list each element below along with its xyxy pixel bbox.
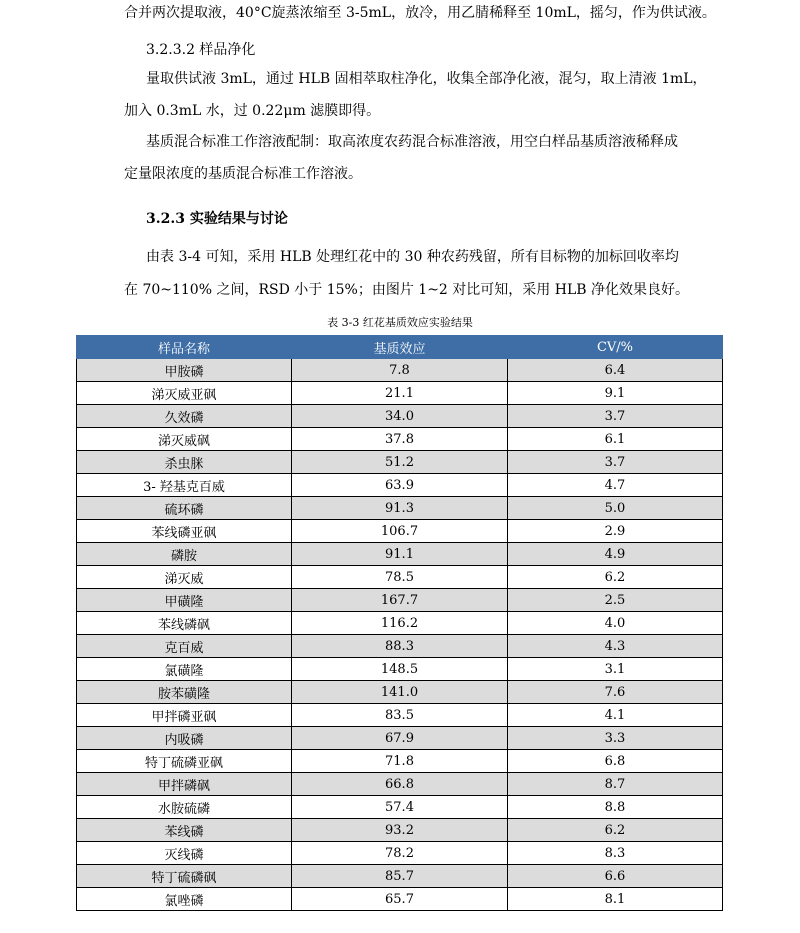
table-row (77, 382, 723, 405)
cell-cv: 8.7 (508, 773, 723, 796)
cell-sample-name: 特丁硫磷砜 (77, 865, 292, 888)
cell-sample-name: 特丁硫磷亚砜 (77, 750, 292, 773)
table-row (77, 612, 723, 635)
cell-matrix-effect: 51.2 (292, 451, 508, 474)
cell-matrix-effect: 66.8 (292, 773, 508, 796)
table-row (77, 750, 723, 773)
cell-cv: 4.1 (508, 704, 723, 727)
cell-cv: 4.7 (508, 474, 723, 497)
cell-cv: 9.1 (508, 382, 723, 405)
table-header-row (77, 336, 723, 359)
cell-matrix-effect: 88.3 (292, 635, 508, 658)
table-row (77, 796, 723, 819)
cell-matrix-effect: 141.0 (292, 681, 508, 704)
table-row (77, 405, 723, 428)
table-row (77, 589, 723, 612)
cell-matrix-effect: 67.9 (292, 727, 508, 750)
cell-sample-name: 甲胺磷 (77, 359, 292, 382)
table-row (77, 704, 723, 727)
table-row (77, 819, 723, 842)
table-row (77, 566, 723, 589)
cell-matrix-effect: 85.7 (292, 865, 508, 888)
cell-cv: 4.0 (508, 612, 723, 635)
cell-sample-name: 苯线磷亚砜 (77, 520, 292, 543)
table-row (77, 474, 723, 497)
cell-matrix-effect: 63.9 (292, 474, 508, 497)
cell-cv: 6.4 (508, 359, 723, 382)
cell-matrix-effect: 37.8 (292, 428, 508, 451)
table-row (77, 773, 723, 796)
cell-sample-name: 涕灭威砜 (77, 428, 292, 451)
cell-sample-name: 磷胺 (77, 543, 292, 566)
matrix-effect-table (76, 335, 723, 911)
header-matrix-effect: 基质效应 (292, 336, 508, 359)
paragraph-extraction-line: 合并两次提取液，40°C旋蒸浓缩至 3-5mL，放冷，用乙腈稀释至 10mL，摇匀，作为供试液。 (124, 5, 716, 21)
cell-matrix-effect: 83.5 (292, 704, 508, 727)
cell-sample-name: 克百威 (77, 635, 292, 658)
cell-cv: 5.0 (508, 497, 723, 520)
cell-sample-name: 甲磺隆 (77, 589, 292, 612)
cell-cv: 4.9 (508, 543, 723, 566)
table-body (77, 359, 723, 911)
cell-cv: 6.2 (508, 819, 723, 842)
cell-cv: 2.9 (508, 520, 723, 543)
cell-matrix-effect: 91.3 (292, 497, 508, 520)
cell-sample-name: 涕灭威 (77, 566, 292, 589)
table-row (77, 658, 723, 681)
cell-sample-name: 3- 羟基克百威 (77, 474, 292, 497)
table-row (77, 428, 723, 451)
table-row (77, 727, 723, 750)
cell-matrix-effect: 148.5 (292, 658, 508, 681)
table-row (77, 359, 723, 382)
paragraph-purification-line1: 量取供试液 3mL，通过 HLB 固相萃取柱净化，收集全部净化液，混匀，取上清液 1mL， (146, 71, 707, 87)
cell-sample-name: 苯线磷 (77, 819, 292, 842)
cell-cv: 7.6 (508, 681, 723, 704)
table-row (77, 635, 723, 658)
cell-cv: 8.8 (508, 796, 723, 819)
cell-matrix-effect: 91.1 (292, 543, 508, 566)
table-row (77, 888, 723, 911)
paragraph-results-line2: 在 70~110% 之间，RSD 小于 15%；由图片 1~2 对比可知，采用 HLB 净化效果良好。 (124, 282, 689, 298)
cell-sample-name: 胺苯磺隆 (77, 681, 292, 704)
cell-cv: 8.3 (508, 842, 723, 865)
cell-cv: 6.1 (508, 428, 723, 451)
paragraph-purification-line2: 加入 0.3mL 水，过 0.22μm 滤膜即得。 (124, 103, 381, 119)
cell-cv: 8.1 (508, 888, 723, 911)
cell-cv: 2.5 (508, 589, 723, 612)
table-row (77, 451, 723, 474)
cell-sample-name: 水胺硫磷 (77, 796, 292, 819)
cell-matrix-effect: 93.2 (292, 819, 508, 842)
paragraph-matrix-standard-line2: 定量限浓度的基质混合标准工作溶液。 (124, 166, 362, 182)
table-row (77, 520, 723, 543)
section-heading-323: 3.2.3 实验结果与讨论 (146, 211, 288, 227)
cell-matrix-effect: 21.1 (292, 382, 508, 405)
cell-sample-name: 氯磺隆 (77, 658, 292, 681)
table-row (77, 842, 723, 865)
cell-sample-name: 氯唑磷 (77, 888, 292, 911)
cell-cv: 6.6 (508, 865, 723, 888)
table-row (77, 497, 723, 520)
cell-sample-name: 灭线磷 (77, 842, 292, 865)
cell-matrix-effect: 34.0 (292, 405, 508, 428)
section-heading-3232: 3.2.3.2 样品净化 (146, 42, 256, 58)
cell-sample-name: 内吸磷 (77, 727, 292, 750)
cell-matrix-effect: 71.8 (292, 750, 508, 773)
table-row (77, 543, 723, 566)
cell-sample-name: 杀虫脒 (77, 451, 292, 474)
cell-cv: 6.2 (508, 566, 723, 589)
cell-cv: 3.1 (508, 658, 723, 681)
cell-cv: 4.3 (508, 635, 723, 658)
cell-matrix-effect: 116.2 (292, 612, 508, 635)
cell-sample-name: 硫环磷 (77, 497, 292, 520)
cell-matrix-effect: 65.7 (292, 888, 508, 911)
cell-matrix-effect: 57.4 (292, 796, 508, 819)
table-caption: 表 3-3 红花基质效应实验结果 (327, 316, 473, 329)
table-row (77, 865, 723, 888)
cell-sample-name: 涕灭威亚砜 (77, 382, 292, 405)
cell-matrix-effect: 78.5 (292, 566, 508, 589)
cell-cv: 6.8 (508, 750, 723, 773)
cell-matrix-effect: 167.7 (292, 589, 508, 612)
cell-cv: 3.3 (508, 727, 723, 750)
paragraph-matrix-standard-line1: 基质混合标准工作溶液配制：取高浓度农药混合标准溶液，用空白样品基质溶液稀释成 (146, 134, 678, 150)
cell-matrix-effect: 78.2 (292, 842, 508, 865)
header-sample-name: 样品名称 (77, 336, 292, 359)
cell-matrix-effect: 7.8 (292, 359, 508, 382)
cell-matrix-effect: 106.7 (292, 520, 508, 543)
cell-sample-name: 甲拌磷亚砜 (77, 704, 292, 727)
table-row (77, 681, 723, 704)
header-cv: CV/% (508, 336, 723, 359)
paragraph-results-line1: 由表 3-4 可知，采用 HLB 处理红花中的 30 种农药残留，所有目标物的加标回收率均 (146, 249, 679, 265)
cell-sample-name: 苯线磷砜 (77, 612, 292, 635)
cell-sample-name: 甲拌磷砜 (77, 773, 292, 796)
cell-cv: 3.7 (508, 405, 723, 428)
cell-sample-name: 久效磷 (77, 405, 292, 428)
cell-cv: 3.7 (508, 451, 723, 474)
